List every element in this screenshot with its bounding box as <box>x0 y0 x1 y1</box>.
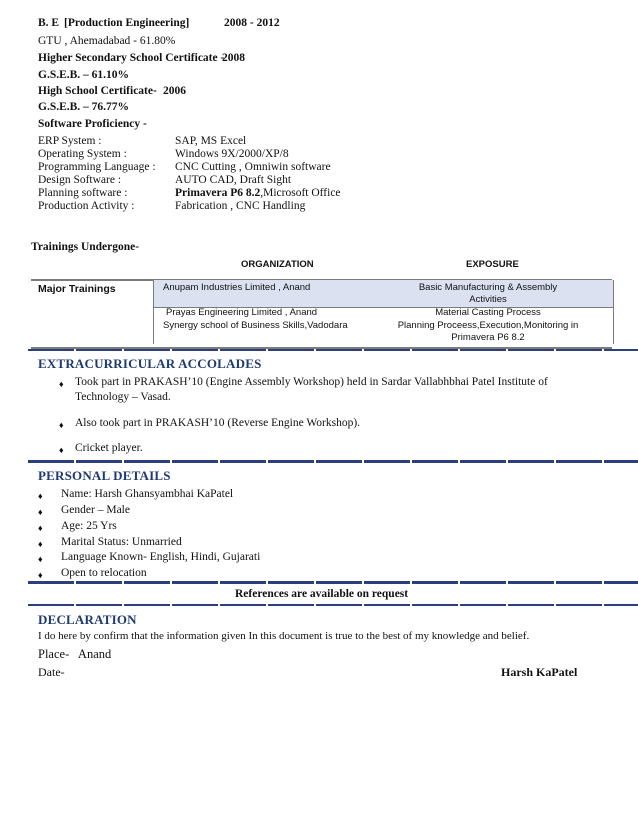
bullet-icon: ♦ <box>38 491 43 501</box>
personal-item: Language Known- English, Hindi, Gujarati <box>61 551 261 563</box>
bullet-icon: ♦ <box>38 523 43 533</box>
personal-item: Age: 25 Yrs <box>61 520 117 532</box>
degree-branch: [Production Engineering] <box>64 17 190 29</box>
software-value-rest: ,Microsoft Office <box>260 187 341 199</box>
bullet-icon: ♦ <box>38 507 43 517</box>
ssc-year: 2006 <box>163 85 186 97</box>
software-label: Production Activity : <box>38 200 135 212</box>
software-label: ERP System : <box>38 135 102 147</box>
personal-heading: PERSONAL DETAILS <box>38 468 171 483</box>
hsc-board: G.S.E.B. – 61.10% <box>38 69 130 81</box>
bullet-icon: ♦ <box>38 570 43 580</box>
declaration-heading: DECLARATION <box>38 612 137 627</box>
extracurricular-item: Took part in PRAKASH’10 (Engine Assembly Workshop) held in Sardar Vallabhbhai Patel Institute of <box>75 376 548 388</box>
bullet-icon: ♦ <box>59 420 64 430</box>
bullet-icon: ♦ <box>59 445 64 455</box>
column-organization: ORGANIZATION <box>241 259 314 270</box>
software-value <box>175 187 341 199</box>
university-score: GTU , Ahemadabad - 61.80% <box>38 35 176 47</box>
extracurricular-item: Cricket player. <box>75 442 143 454</box>
training-exposure <box>380 282 596 306</box>
personal-item: Marital Status: Unmarried <box>61 536 182 548</box>
software-label: Planning software : <box>38 187 128 199</box>
software-value-bold: Primavera P6 8.2 <box>175 187 261 199</box>
personal-item: Gender – Male <box>61 504 130 516</box>
training-org: Anupam Industries Limited , Anand <box>163 282 311 293</box>
date-label: Date- <box>38 665 65 679</box>
software-label: Operating System : <box>38 148 127 160</box>
bullet-icon: ♦ <box>38 554 43 564</box>
software-value: Fabrication , CNC Handling <box>175 200 306 212</box>
software-label: Programming Language : <box>38 161 156 173</box>
training-exposure <box>380 320 596 344</box>
degree-years: 2008 - 2012 <box>224 17 280 29</box>
software-value: CNC Cutting , Omniwin software <box>175 161 331 173</box>
training-exposure-line: Primavera P6 8.2 <box>451 332 525 343</box>
extracurricular-heading: EXTRACURRICULAR ACCOLADES <box>38 356 262 371</box>
references-note: References are available on request <box>235 588 409 600</box>
personal-item: Open to relocation <box>61 567 147 579</box>
training-org: Synergy school of Business Skills,Vadodara <box>163 320 348 331</box>
hsc-year: 2008 <box>222 52 245 64</box>
section-divider <box>28 460 638 463</box>
training-exposure-line: Planning Proceess,Execution,Monitoring in <box>397 320 579 331</box>
extracurricular-item-cont: Technology – Vasad. <box>75 391 171 403</box>
place-label: Place- Anand <box>38 647 112 661</box>
section-divider <box>28 349 638 351</box>
bullet-icon: ♦ <box>59 379 64 389</box>
training-exposure-line: Activities <box>469 294 507 305</box>
personal-item: Name: Harsh Ghansyambhai KaPatel <box>61 488 234 500</box>
degree-be: B. E <box>38 17 60 29</box>
software-heading: Software Proficiency - <box>38 118 147 130</box>
column-exposure: EXPOSURE <box>466 259 519 270</box>
ssc-title: High School Certificate- <box>38 85 157 97</box>
software-value: SAP, MS Excel <box>175 135 247 147</box>
section-divider <box>28 581 638 584</box>
training-exposure-line: Basic Manufacturing & Assembly <box>418 282 558 293</box>
major-trainings-label: Major Trainings <box>38 283 116 295</box>
extracurricular-item: Also took part in PRAKASH’10 (Reverse Engine Workshop). <box>75 417 361 429</box>
declaration-text: I do here by confirm that the information given In this document is true to the best of my knowledge and belief. <box>38 630 530 642</box>
training-org: Prayas Engineering Limited , Anand <box>166 307 318 318</box>
bullet-icon: ♦ <box>38 539 43 549</box>
trainings-heading: Trainings Undergone- <box>31 241 140 253</box>
software-value: AUTO CAD, Draft Sight <box>175 174 292 186</box>
signature-name: Harsh KaPatel <box>501 665 578 679</box>
software-label: Design Software : <box>38 174 122 186</box>
hsc-title: Higher Secondary School Certificate - <box>38 52 225 64</box>
section-divider <box>28 604 638 606</box>
software-value: Windows 9X/2000/XP/8 <box>175 148 289 160</box>
ssc-board: G.S.E.B. – 76.77% <box>38 101 130 113</box>
training-exposure: Material Casting Process <box>435 307 541 318</box>
